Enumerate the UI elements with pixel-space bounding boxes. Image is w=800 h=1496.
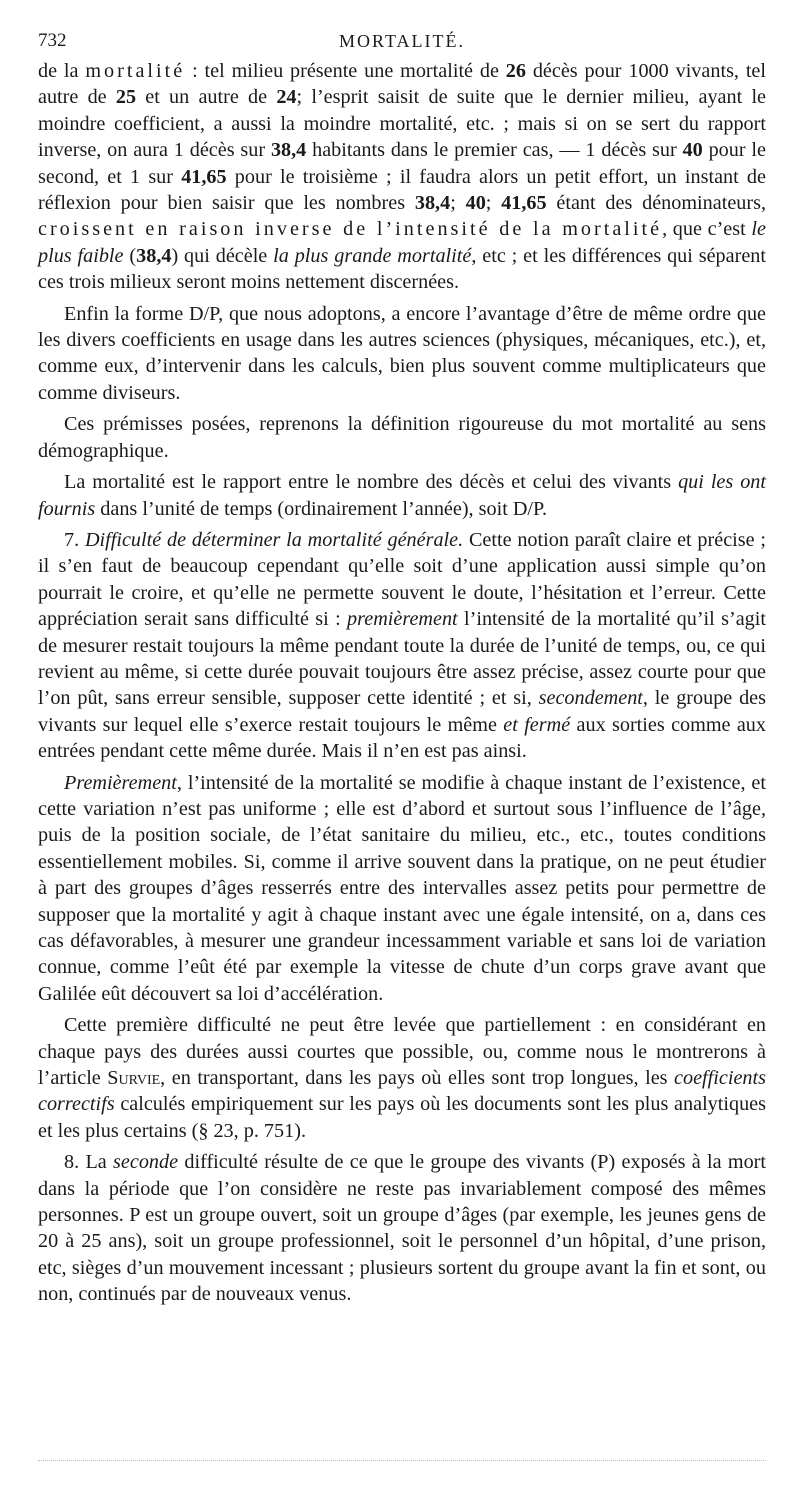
- document-page: [38, 28, 766, 1313]
- running-head: MORTALITÉ.: [339, 31, 465, 51]
- paragraph-form-dp: Enfin la forme D/P, que nous adoptons, a encore l’avantage d’être de même ordre que les divers coefficients en usage dans les autres sciences (physiques, mécaniques, etc.), et, comme eux, d’intervenir dans les calculs, bien plus souvent comme multiplicateurs que comme diviseurs.: [38, 302, 766, 404]
- paragraph-premiere-difficulte: Cette première difficulté ne peut être levée que partiellement : en considérant en chaque pays des durées aussi courtes que possible, ou, comme nous le montrerons à l’article Survie, en transportant, dans les pays où elles sont trop longues, les coefficients correctifs calculés empiriquement sur les pays où les documents sont les plus analytiques et les plus certains (§ 23, p. 751).: [38, 1014, 766, 1142]
- paragraph-continuation: de la mortalité : tel milieu présente une mortalité de 26 décès pour 1000 vivants, tel autre de 25 et un autre de 24; l’esprit saisit de suite que le dernier milieu, ayant le moindre coefficient, a aussi la moindre mortalité, etc. ; mais si on se sert du rapport inverse, on aura 1 décès sur 38,4 habitants dans le premier cas, — 1 décès sur 40 pour le second, et 1 sur 41,65 pour le troisième ; il faudra alors un petit effort, un instant de réflexion pour bien saisir que les nombres 38,4; 40; 41,65 étant des dénominateurs, croissent en raison inverse de l’intensité de la mortalité, que c’est le plus faible (38,4) qui décèle la plus grande mortalité, etc ; et les différences qui séparent ces trois milieux seront moins nettement discernées.: [38, 60, 767, 294]
- paragraph-definition: La mortalité est le rapport entre le nombre des décès et celui des vivants qui les ont fournis dans l’unité de temps (ordinairement l’année), soit D/P.: [38, 471, 766, 520]
- paragraph-section-7: 7. Difficulté de déterminer la mortalité générale. Cette notion paraît claire et précise ; il s’en faut de beaucoup cependant qu’elle soit d’une application aussi simple qu’on pourrait le croire, et qu’elle ne permette souvent le doute, l’hésitation et l’erreur. Cette appréciation serait sans difficulté si : premièrement l’intensité de la mortalité qu’il s’agit de mesurer restait toujours la même pendant toute la durée de l’unité de temps, ou, ce qui revient au même, si cette durée pouvait toujours être assez précise, assez courte pour que l’on pût, sans erreur sensible, supposer cette identité ; et si, secondement, le groupe des vivants sur lequel elle s’exerce restait toujours le même et fermé aux sorties comme aux entrées pendant cette même durée. Mais il n’en est pas ainsi.: [38, 528, 767, 763]
- paragraph-premisses: Ces prémisses posées, reprenons la définition rigoureuse du mot mortalité au sens démographique.: [38, 413, 766, 462]
- section-7-title: Difficulté de déterminer la mortalité générale.: [84, 528, 464, 551]
- paragraph-premierement: Premièrement, l’intensité de la mortalité se modifie à chaque instant de l’existence, et cette variation n’est pas uniforme ; elle est d’abord et surtout sous l’influence de l’âge, puis de la position sociale, de l’état sanitaire du milieu, etc., etc., toutes conditions essentiellement mobiles. Si, comme il arrive souvent dans la pratique, on ne peut étudier à part des groupes d’âges resserrés entre des intervalles assez petits pour permettre de supposer que la mortalité y agit à chaque instant avec une égale intensité, on a, dans ces cas défavorables, à mesurer une grandeur incessamment variable et sans loi de variation connue, comme l’eût été par exemple la vitesse de chute d’un corps grave avant que Galilée eût découvert sa loi d’accélération.: [38, 771, 766, 1005]
- footer-divider: [38, 1460, 766, 1462]
- page-number: 732: [38, 30, 67, 51]
- page-header: [38, 28, 766, 56]
- paragraph-section-8: 8. La seconde difficulté résulte de ce que le groupe des vivants (P) exposés à la mort dans la période que l’on considère ne reste pas invariablement composé des mêmes personnes. P est un groupe ouvert, soit un groupe d’âges (par exemple, les jeunes gens de 20 à 25 ans), soit un groupe professionnel, soit le personnel d’un hôpital, d’une prison, etc, sièges d’un mouvement incessant ; plusieurs sortent du groupe avant la fin et sont, ou non, continués par de nouveaux venus.: [38, 1151, 766, 1306]
